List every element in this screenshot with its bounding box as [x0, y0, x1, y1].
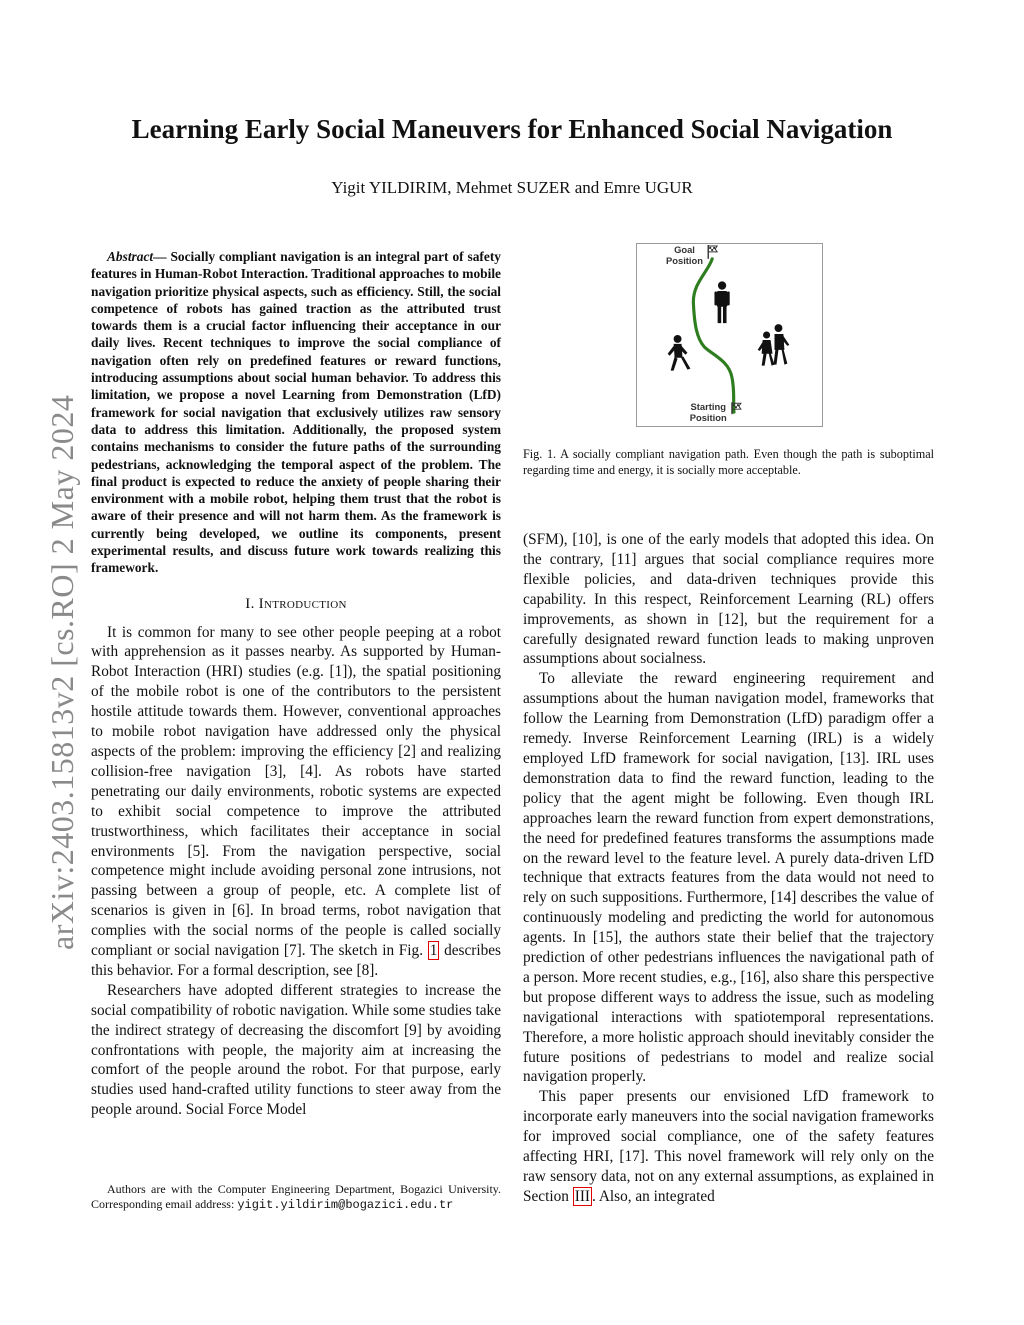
goal-flag-icon	[708, 245, 717, 259]
left-column	[91, 248, 501, 1120]
section-heading-introduction: I. Introduction	[245, 595, 347, 612]
figure-1-illustration	[637, 244, 822, 426]
right-paragraph-2: To alleviate the reward engineering requirement and assumptions about the human navigation model, frameworks that follow the Learning from Demonstration (LfD) paradigm offer a remedy. Inverse Reinforcement Learning (IRL) is a widely employed LfD framework for social navigation, [13]. IRL uses demonstration data to find the reward function, leading to the policy that the agent might be following. Even though IRL approaches learn the reward function from expert demonstrations, the need for predefined features transforms the assumptions made on the reward level to the feature level. A purely data-driven LfD technique that extracts features from the data would not need to rely on such suppositions. Furthermore, [14] describes the value of continuously modeling and predicting the world for autonomous agents. In [15], the authors state their belief that the trajectory prediction of other pedestrians influences the navigational path of a person. More recent studies, e.g., [16], also share this perspective but propose different ways to address the issue, such as modeling navigational interactions with spatiotemporal representations. Therefore, a more holistic approach should inevitably consider the future positions of pedestrians to model and realize social navigation properly.	[523, 670, 934, 1086]
abstract	[91, 248, 501, 577]
navigation-path	[690, 259, 734, 413]
start-label-line1: Starting	[690, 401, 726, 413]
footnote-text: Authors are with the Computer Engineering Department, Bogazici University. Corresponding email address:	[91, 1182, 501, 1211]
footnote-email[interactable]: yigit.yildirim@bogazici.edu.tr	[237, 1198, 454, 1212]
pedestrian-group-icon	[758, 324, 790, 366]
right-column	[523, 530, 934, 1207]
author-list: Yigit YILDIRIM, Mehmet SUZER and Emre UGUR	[331, 178, 693, 197]
goal-label-line1: Goal	[674, 244, 695, 255]
paper-title: Learning Early Social Maneuvers for Enhanced Social Navigation	[131, 114, 893, 144]
right-paragraph-1: (SFM), [10], is one of the early models that adopted this idea. On the contrary, [11] argues that social compliance requires more flexible policies, and data-driven techniques provide this capability. In this respect, Reinforcement Learning (RL) offers improvements, as shown in [12], but the requirement for a carefully designated reward function leads to making unproven assumptions about socialness.	[523, 531, 934, 668]
right-paragraph-3: This paper presents our envisioned LfD framework to incorporate early maneuvers into the social navigation frameworks for improved social compliance, one of the safety features affecting HRI, [17]. This novel framework will rely only on the raw sensory data, not on any external assumptions, as explained in Section III . Also, an integrated	[523, 1088, 934, 1205]
intro-paragraph-2: Researchers have adopted different strategies to increase the social compatibility of robotic navigation. While some studies take the indirect strategy of decreasing the discomfort [9] by avoiding confrontations with people, the majority aim at increasing the comfort of the people around the robot. For that purpose, early studies used hand-crafted utility functions to steer away from the people around. Social Force Model	[91, 981, 501, 1119]
abstract-text: — Socially compliant navigation is an integral part of safety features in Human-Robot Interaction. Traditional approaches to mobile navigation prioritize physical aspects, such as efficiency. Still, the social competence of robots has gained traction as the attributed trust towards them is a crucial factor influencing their acceptance in our daily lives. Recent techniques to improve the social compliance of navigation often rely on predefined features or reward functions, introducing assumptions about social human behavior. To address this limitation, we propose a novel Learning from Demonstration (LfD) framework for social navigation that exclusively utilizes raw sensory data to address this limitation. Additionally, the proposed system contains mechanisms to consider the future paths of the surrounding pedestrians, acknowledging the temporal aspect of the problem. The final product is expected to reduce the anxiety of people sharing their environment with a mobile robot, helping them trust that the robot is aware of their presence and will not harm them. As the framework is currently being developed, we outline its components, present experimental results, and discuss future work towards realizing this framework.	[91, 249, 501, 576]
intro-paragraph-1: It is common for many to see other people peeping at a robot with apprehension as it passes nearby. As supported by Human-Robot Interaction (HRI) studies (e.g. [1]), the spatial positioning of the mobile robot is one of the contributors to the persistent hostile attitude towards them. However, conventional approaches to mobile robot navigation have addressed only the physical aspects of the problem: improving the efficiency [2] and realizing collision-free navigation [3], [4]. As robots have started penetrating our daily environments, robotic systems are expected to exhibit social competence to improve the attributed trustworthiness, which facilitates their acceptance in social environments [5]. From the navigation perspective, social competence might include avoiding personal zone intrusions, not passing between a group of people, etc. A complete list of scenarios is given in [6]. In broad terms, robot navigation that complies with the social norms of the people is called socially compliant or social navigation [7]. The sketch in Fig. 1 describes this behavior. For a formal description, see [8].	[91, 623, 501, 979]
goal-label-line2: Position	[666, 254, 703, 266]
figure-1	[636, 243, 823, 427]
figure-ref-link[interactable]: 1	[429, 942, 438, 960]
author-footnote	[91, 1182, 501, 1213]
start-label-line2: Position	[689, 412, 727, 424]
standing-person-icon	[714, 281, 729, 323]
abstract-label: Abstract	[107, 249, 154, 264]
walking-person-icon	[668, 335, 691, 371]
section-ref-link[interactable]: III	[574, 1187, 591, 1205]
figure-1-caption: Fig. 1. A socially compliant navigation path. Even though the path is suboptimal regarding time and energy, it is socially more acceptable.	[523, 447, 934, 477]
